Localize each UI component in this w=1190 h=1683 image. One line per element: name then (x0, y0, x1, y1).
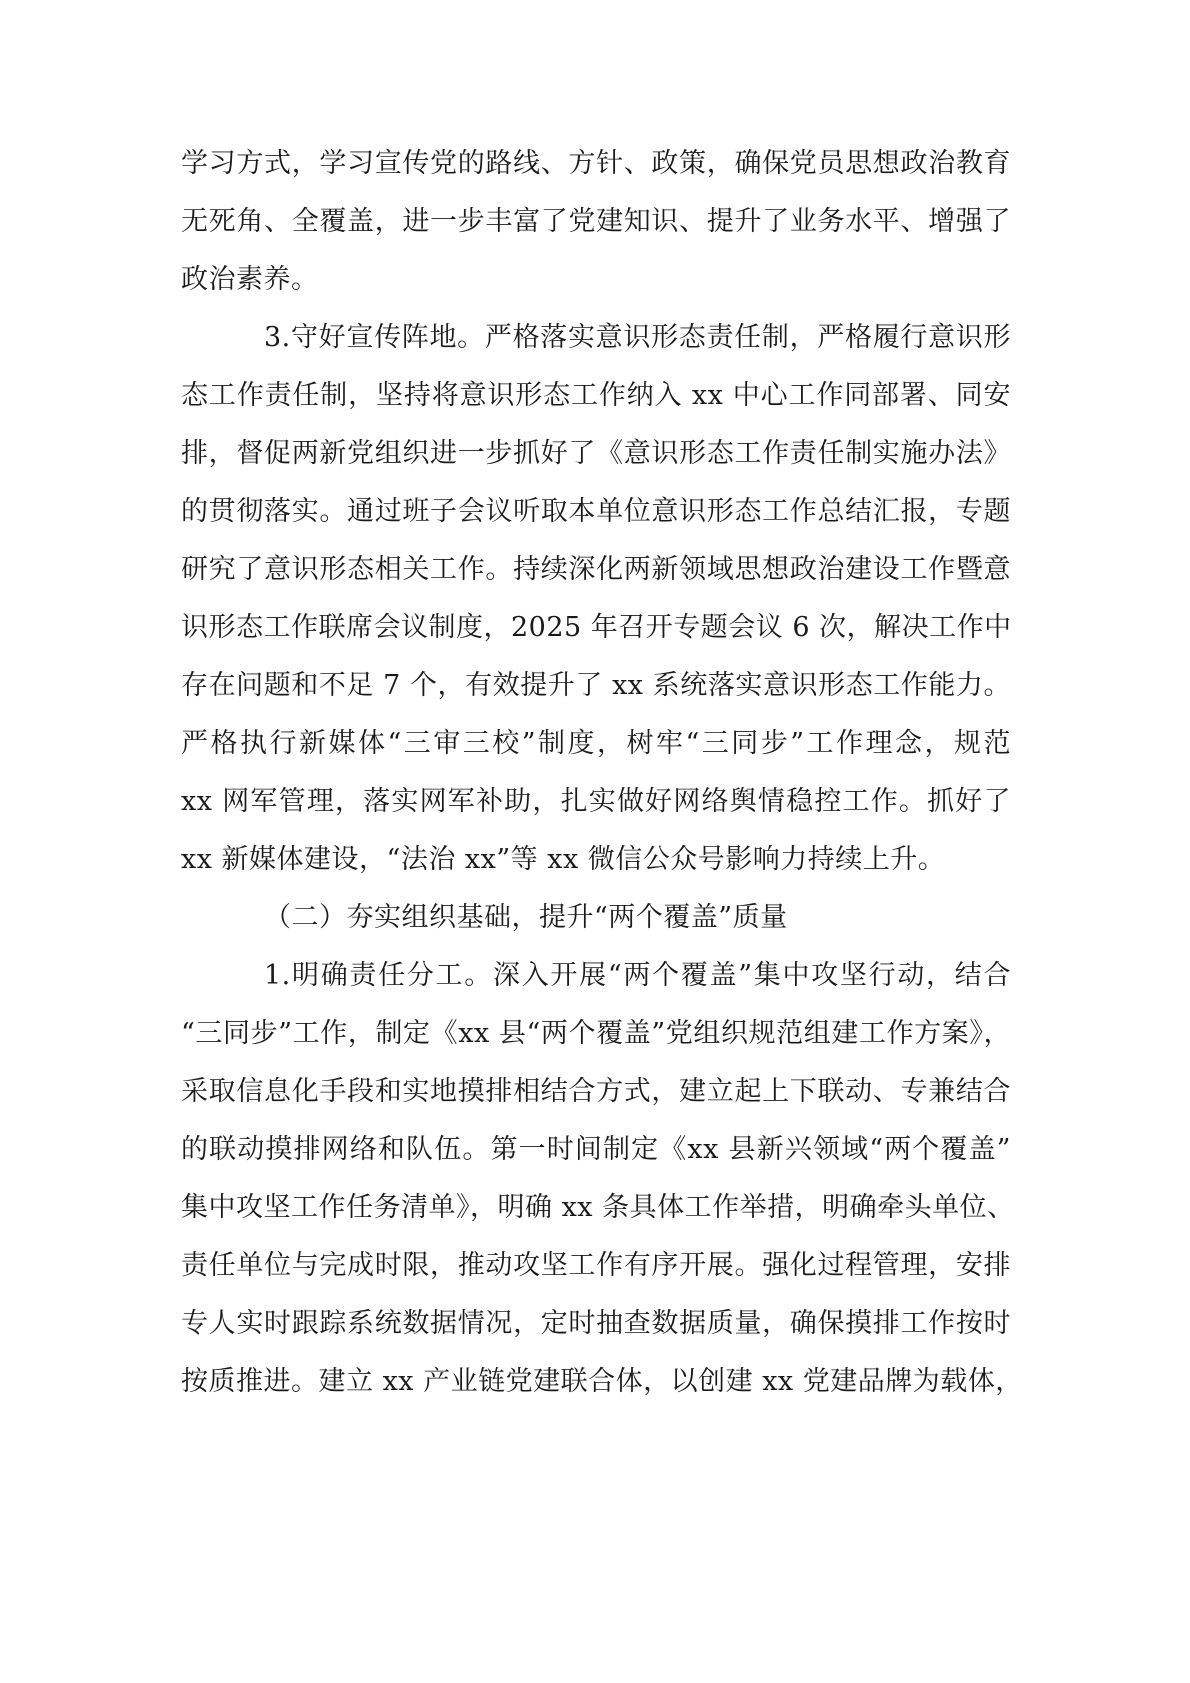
paragraph-line: 学习方式，学习宣传党的路线、方针、政策，确保党员思想政治教育 (181, 148, 1011, 179)
paragraph-line: 识形态工作联席会议制度，2025 年召开专题会议 6 次，解决工作中 (181, 612, 1012, 643)
paragraph-line: 按质推进。建立 xx 产业链党建联合体，以创建 xx 党建品牌为载体， (181, 1366, 1023, 1397)
paragraph-line: 政治素养。 (181, 264, 319, 295)
paragraph-line: 的贯彻落实。通过班子会议听取本单位意识形态工作总结汇报，专题 (181, 496, 1011, 527)
paragraph-line: 3.守好宣传阵地。严格落实意识形态责任制，严格履行意识形 (264, 322, 1011, 353)
paragraph-line: 责任单位与完成时限，推动攻坚工作有序开展。强化过程管理，安排 (181, 1250, 1011, 1281)
paragraph-line: 采取信息化手段和实地摸排相结合方式，建立起上下联动、专兼结合 (181, 1076, 1011, 1107)
paragraph-line: 集中攻坚工作任务清单》，明确 xx 条具体工作举措，明确牵头单位、 (181, 1192, 1015, 1223)
paragraph-line: 研究了意识形态相关工作。持续深化两新领域思想政治建设工作暨意 (181, 554, 1011, 585)
paragraph-line: “三同步”工作，制定《xx 县“两个覆盖”党组织规范组建工作方案》， (181, 1018, 1011, 1049)
paragraph-line: 严格执行新媒体“三审三校”制度，树牢“三同步”工作理念，规范 (181, 728, 1011, 759)
paragraph-line: 存在问题和不足 7 个，有效提升了 xx 系统落实意识形态工作能力。 (181, 670, 1011, 701)
paragraph-line: xx 网军管理，落实网军补助，扎实做好网络舆情稳控工作。抓好了 (181, 786, 1011, 817)
paragraph-line: xx 新媒体建设，“法治 xx”等 xx 微信公众号影响力持续上升。 (181, 844, 946, 875)
paragraph-line: 的联动摸排网络和队伍。第一时间制定《xx 县新兴领域“两个覆盖” (181, 1134, 1011, 1165)
paragraph-line: 排，督促两新党组织进一步抓好了《意识形态工作责任制实施办法》 (181, 438, 1011, 469)
paragraph-line: 1.明确责任分工。深入开展“两个覆盖”集中攻坚行动，结合 (264, 960, 1011, 991)
paragraph-line: 态工作责任制，坚持将意识形态工作纳入 xx 中心工作同部署、同安 (181, 380, 1011, 411)
paragraph-line: 无死角、全覆盖，进一步丰富了党建知识、提升了业务水平、增强了 (181, 206, 1011, 237)
paragraph-line: 专人实时跟踪系统数据情况，定时抽查数据质量，确保摸排工作按时 (181, 1308, 1011, 1339)
section-heading: （二）夯实组织基础，提升“两个覆盖”质量 (264, 902, 788, 933)
